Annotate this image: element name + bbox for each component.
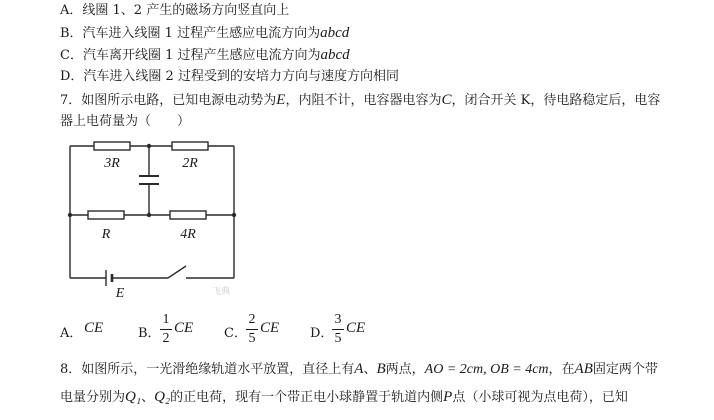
q8-sep-2: 、 (141, 390, 155, 405)
option-d-value: CE (346, 320, 366, 336)
q7-text-2: ，内阻不计，电容器电容为 (285, 93, 442, 108)
resistor-4r (170, 211, 206, 219)
question-7-line-2: 器上电荷量为（ ） (60, 114, 191, 129)
resistor-r (88, 211, 124, 219)
resistor-3r (94, 142, 130, 150)
option-c-text (60, 46, 350, 65)
label-r: R (101, 227, 111, 242)
q8-text-3: ，在 (548, 362, 575, 377)
q7-text-1: 7．如图所示电路，已知电源电动势为 (60, 93, 277, 108)
circuit-diagram (60, 136, 240, 300)
option-b-direction: abcd (320, 25, 350, 41)
option-c-direction: abcd (320, 47, 350, 63)
option-c-label: C． (224, 326, 247, 341)
label-3r: 3R (104, 156, 120, 171)
q8-text-7: 点（小球可视为点电荷），已知 (452, 390, 628, 405)
fraction-bar (246, 329, 258, 330)
option-a-text: A．线圈 1、2 产生的磁场方向竖直向上 (60, 3, 290, 18)
q7-symbol-e: E (276, 92, 286, 108)
question-8-line-1 (60, 360, 658, 379)
question-7-line-1 (60, 91, 660, 110)
option-b-value: CE (174, 320, 194, 336)
option-d-numerator: 3 (334, 312, 342, 327)
option-a-value: CE (84, 320, 104, 336)
option-d-label: D． (310, 326, 334, 341)
fraction-bar (160, 329, 172, 330)
q8-text-2: 两点， (385, 362, 425, 377)
option-a-label: A． (60, 326, 83, 341)
fraction-bar (332, 329, 344, 330)
q8-text-6: 的正电荷，现有一个带正电小球静置于轨道内侧 (170, 390, 444, 405)
q8-point-p: P (443, 389, 453, 405)
junction-top (147, 144, 151, 148)
option-d-denominator: 5 (334, 331, 342, 346)
option-c-denominator: 5 (248, 331, 256, 346)
answer-options (60, 312, 460, 352)
option-b-text (60, 24, 349, 43)
option-b-label: B． (138, 326, 161, 341)
question-8-line-2 (60, 388, 628, 407)
junction-middle (147, 213, 151, 217)
q8-sep-1: 、 (363, 362, 377, 377)
q7-text-3: ，闭合开关 K，待电路稳定后，电容 (451, 93, 661, 108)
option-c-value: CE (260, 320, 280, 336)
q8-point-b: B (376, 361, 386, 377)
q8-charge-q1: Q₁ (125, 389, 142, 405)
switch-k (168, 266, 186, 278)
q8-text-1: 8．如图所示，一光滑绝缘轨道水平放置，直径上有 (60, 362, 355, 377)
q8-text-4: 固定两个带 (592, 362, 658, 377)
option-b-prefix: B．汽车进入线圈 1 过程产生感应电流方向为 (60, 26, 321, 41)
option-b-numerator: 1 (162, 312, 170, 327)
option-b-fraction (160, 312, 172, 347)
option-c-numerator: 2 (248, 312, 256, 327)
q8-charge-q2: Q₂ (154, 389, 171, 405)
label-4r: 4R (180, 227, 196, 242)
resistor-2r (172, 142, 208, 150)
option-d-fraction (332, 312, 344, 347)
junction-left (68, 213, 72, 217)
label-2r: 2R (182, 156, 198, 171)
q8-equation: AO = 2cm, OB = 4cm (424, 362, 549, 377)
option-d-text: D．汽车进入线圈 2 过程受到的安培力方向与速度方向相同 (60, 69, 399, 84)
option-b-denominator: 2 (162, 331, 170, 346)
q8-point-a: A (354, 361, 364, 377)
q7-symbol-c: C (441, 92, 452, 108)
option-c-prefix: C．汽车离开线圈 1 过程产生感应电流方向为 (60, 48, 321, 63)
q8-text-5: 电量分别为 (60, 390, 126, 405)
watermark-logo: 飞典 (212, 287, 231, 297)
junction-right (232, 213, 236, 217)
label-e: E (115, 286, 125, 300)
option-c-fraction (246, 312, 258, 347)
q8-segment-ab: AB (574, 361, 593, 377)
